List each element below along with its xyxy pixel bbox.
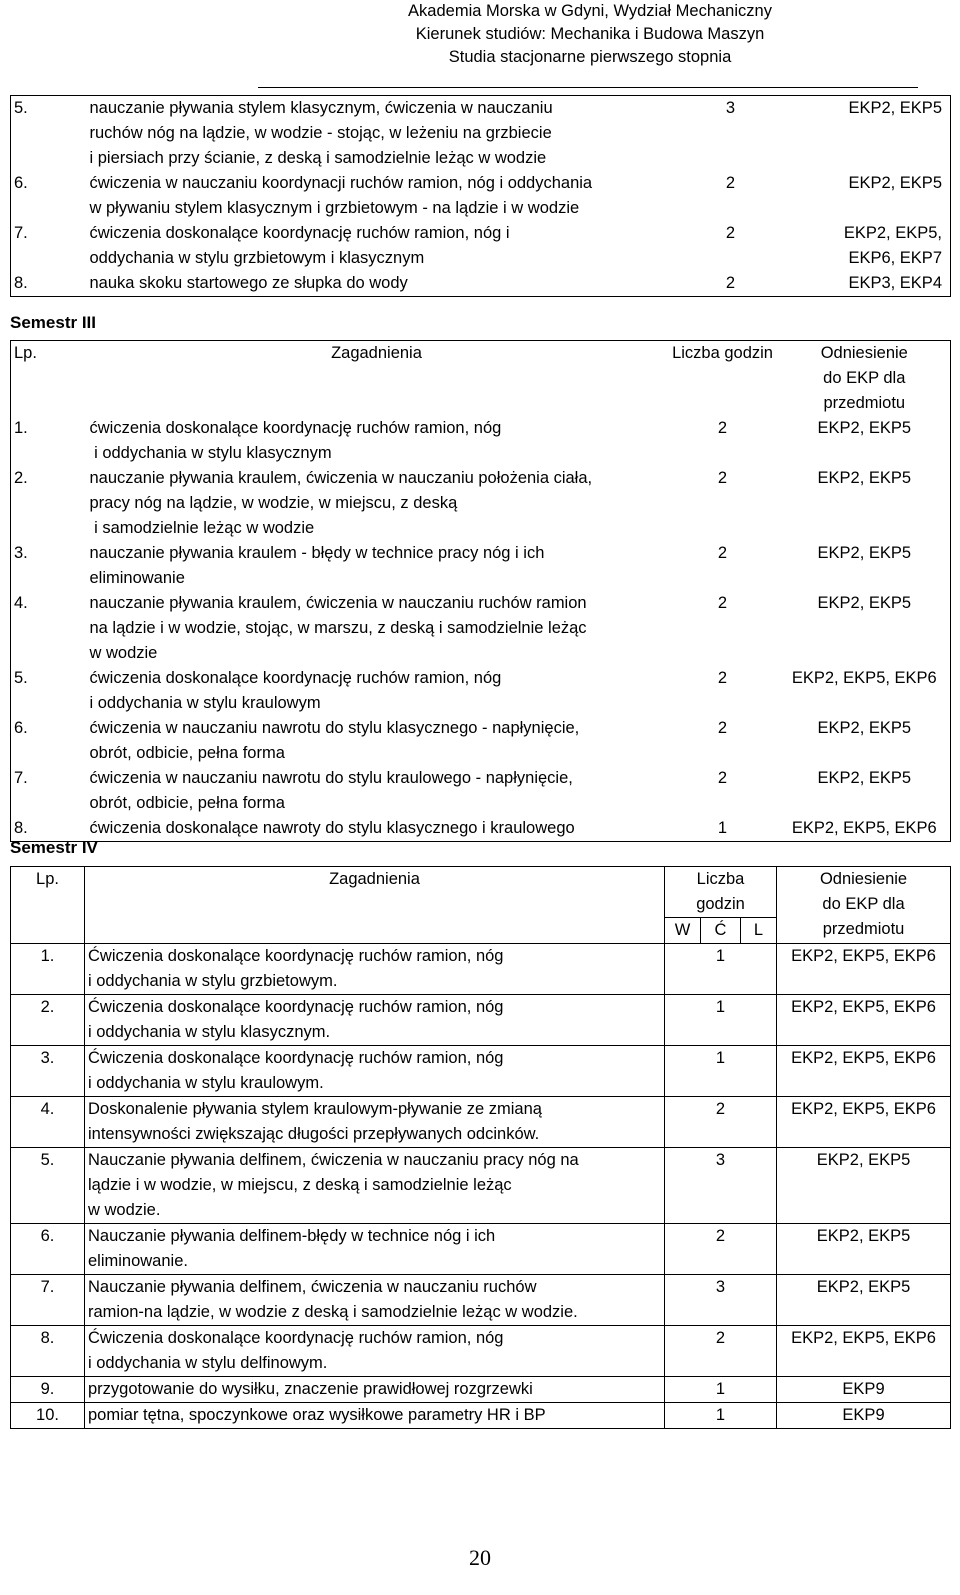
semester-2-table	[10, 95, 951, 297]
table-row	[11, 541, 951, 591]
row-ekp: EKP2, EKP5	[777, 1148, 951, 1224]
row-ekp: EKP3, EKP4	[751, 271, 951, 297]
header-relation: Odniesienie do EKP dla przedmiotu	[777, 867, 951, 944]
header-topic: Zagadnienia	[331, 344, 422, 362]
row-ekp: EKP2, EKP5	[848, 174, 942, 192]
row-topic: ćwiczenia w nauczaniu koordynacji ruchów ramion, nóg i oddychania w pływaniu stylem klasycznym i grzbietowym - na lądzie i w wodzie	[89, 174, 593, 217]
table-row	[11, 1148, 951, 1224]
page-number: 20	[469, 1545, 491, 1570]
row-hours: 2	[725, 224, 736, 242]
table-row	[11, 1224, 951, 1275]
row-lp: 3.	[11, 1046, 85, 1097]
header-relation: Odniesienie do EKP dla przedmiotu	[820, 344, 908, 412]
row-topic: nauka skoku startowego ze słupka do wody	[87, 271, 711, 297]
row-hours: 2	[665, 1224, 777, 1275]
row-lp: 4.	[11, 1097, 85, 1148]
row-lp: 3.	[14, 544, 28, 562]
row-ekp: EKP2, EKP5, EKP6	[777, 1097, 951, 1148]
semester-4-table	[10, 866, 951, 1429]
row-lp: 2.	[14, 469, 28, 487]
row-lp: 5.	[11, 1148, 85, 1224]
row-hours: 1	[665, 995, 777, 1046]
table-row	[11, 96, 951, 172]
row-hours: 2	[665, 1326, 777, 1377]
row-topic: ćwiczenia doskonalące nawroty do stylu klasycznego i kraulowego	[89, 819, 575, 837]
row-topic: nauczanie pływania stylem klasycznym, ćwiczenia w nauczaniu ruchów nóg na lądzie, w wodzie - stojąc, w leżeniu na grzbiecie i piersiach przy ścianie, z deską i samodzielnie leżąc w wodzie	[89, 99, 553, 167]
row-hours: 1	[665, 1046, 777, 1097]
row-ekp: EKP2, EKP5, EKP6	[791, 669, 937, 687]
row-ekp: EKP2, EKP5	[777, 1224, 951, 1275]
row-lp: 1.	[14, 419, 28, 437]
row-hours: 2	[717, 594, 728, 612]
row-lp: 10.	[11, 1403, 85, 1429]
header-lp: Lp.	[11, 867, 85, 944]
row-ekp: EKP2, EKP5, EKP6	[777, 1046, 951, 1097]
row-hours: 3	[665, 1148, 777, 1224]
row-lp: 6.	[14, 174, 28, 192]
table-row	[11, 944, 951, 995]
row-lp: 4.	[14, 594, 28, 612]
table-row	[11, 1377, 951, 1403]
table-row	[11, 716, 951, 766]
row-ekp: EKP2, EKP5	[848, 99, 942, 117]
header-c: Ć	[701, 918, 741, 944]
row-topic: Ćwiczenia doskonalące koordynację ruchów ramion, nóg i oddychania w stylu kraulowym.	[85, 1046, 665, 1097]
row-topic: przygotowanie do wysiłku, znaczenie prawidłowej rozgrzewki	[85, 1377, 665, 1403]
table-row	[11, 1403, 951, 1429]
header-hours: Liczba godzin	[665, 867, 777, 918]
row-topic: nauczanie pływania kraulem, ćwiczenia w nauczaniu ruchów ramion na lądzie i w wodzie, stojąc, w marszu, z deską i samodzielnie leżąc w wodzie	[89, 594, 587, 662]
row-hours: 1	[665, 1403, 777, 1429]
row-hours: 2	[717, 769, 728, 787]
header-hours: Liczba godzin	[672, 344, 773, 362]
row-topic: ćwiczenia doskonalące koordynację ruchów ramion, nóg i oddychania w stylu klasycznym	[89, 419, 502, 462]
row-ekp: EKP2, EKP5, EKP6	[777, 944, 951, 995]
row-hours: 2	[711, 271, 751, 297]
row-lp: 9.	[11, 1377, 85, 1403]
row-ekp: EKP2, EKP5	[817, 594, 912, 612]
document-header	[260, 0, 920, 69]
table-row	[11, 995, 951, 1046]
row-lp: 8.	[14, 819, 28, 837]
row-topic: nauczanie pływania kraulem, ćwiczenia w nauczaniu położenia ciała, pracy nóg na lądzie, w wodzie, w miejscu, z deską i samodzielnie leżąc w wodzie	[89, 469, 593, 537]
row-topic: ćwiczenia doskonalące koordynację ruchów ramion, nóg i oddychania w stylu kraulowym	[89, 669, 502, 712]
row-ekp: EKP2, EKP5	[817, 544, 912, 562]
table-row	[11, 271, 951, 297]
row-ekp: EKP2, EKP5	[817, 469, 912, 487]
row-lp: 7.	[14, 769, 28, 787]
row-topic: Ćwiczenia doskonalące koordynację ruchów ramion, nóg i oddychania w stylu klasycznym.	[85, 995, 665, 1046]
table-row	[11, 1097, 951, 1148]
table-row	[11, 591, 951, 666]
row-topic: Nauczanie pływania delfinem, ćwiczenia w nauczaniu pracy nóg na lądzie i w wodzie, w miejscu, z deską i samodzielnie leżąc w wodzie.	[85, 1148, 665, 1224]
table-row	[11, 816, 951, 842]
row-lp: 8.	[11, 1326, 85, 1377]
row-hours: 2	[717, 669, 728, 687]
row-hours: 2	[717, 719, 728, 737]
row-ekp: EKP2, EKP5	[817, 719, 912, 737]
row-lp: 5.	[14, 99, 28, 117]
row-ekp: EKP2, EKP5, EKP6, EKP7	[843, 224, 942, 267]
row-lp: 5.	[14, 669, 28, 687]
table-row	[11, 466, 951, 541]
table-row	[11, 666, 951, 716]
row-topic: Nauczanie pływania delfinem-błędy w technice nóg i ich eliminowanie.	[85, 1224, 665, 1275]
row-lp: 8.	[11, 271, 87, 297]
table-row	[11, 1326, 951, 1377]
semester-3-table	[10, 340, 951, 842]
row-lp: 7.	[11, 1275, 85, 1326]
table-row	[11, 766, 951, 816]
header-w: W	[665, 918, 701, 944]
row-lp: 6.	[11, 1224, 85, 1275]
header-line-1: Akademia Morska w Gdyni, Wydział Mechaniczny	[408, 2, 772, 20]
row-ekp: EKP2, EKP5	[777, 1275, 951, 1326]
row-hours: 1	[717, 819, 728, 837]
semester-4-label: Semestr IV	[10, 838, 98, 857]
row-lp: 7.	[14, 224, 28, 242]
header-topic: Zagadnienia	[85, 867, 665, 944]
row-ekp: EKP9	[777, 1403, 951, 1429]
row-ekp: EKP2, EKP5	[817, 419, 912, 437]
row-hours: 3	[725, 99, 736, 117]
row-topic: Nauczanie pływania delfinem, ćwiczenia w nauczaniu ruchów ramion-na lądzie, w wodzie z deską i samodzielnie leżąc w wodzie.	[85, 1275, 665, 1326]
row-ekp: EKP2, EKP5	[817, 769, 912, 787]
header-rule	[258, 87, 918, 88]
row-topic: Doskonalenie pływania stylem kraulowym-pływanie ze zmianą intensywności zwiększając długości przepływanych odcinków.	[85, 1097, 665, 1148]
row-topic: ćwiczenia doskonalące koordynację ruchów ramion, nóg i oddychania w stylu grzbietowym i klasycznym	[89, 224, 510, 267]
row-topic: ćwiczenia w nauczaniu nawrotu do stylu klasycznego - napłynięcie, obrót, odbicie, pełna forma	[89, 719, 580, 762]
table-header	[11, 867, 951, 918]
row-hours: 1	[665, 1377, 777, 1403]
table-row	[11, 1046, 951, 1097]
table-row	[11, 416, 951, 466]
row-hours: 2	[665, 1097, 777, 1148]
row-topic: pomiar tętna, spoczynkowe oraz wysiłkowe parametry HR i BP	[85, 1403, 665, 1429]
row-topic: Ćwiczenia doskonalące koordynację ruchów ramion, nóg i oddychania w stylu grzbietowym.	[85, 944, 665, 995]
header-lp: Lp.	[14, 344, 37, 362]
header-line-2: Kierunek studiów: Mechanika i Budowa Maszyn	[415, 25, 765, 43]
row-topic: ćwiczenia w nauczaniu nawrotu do stylu kraulowego - napłynięcie, obrót, odbicie, pełna forma	[89, 769, 573, 812]
table-row	[11, 171, 951, 221]
table-row	[11, 221, 951, 271]
row-lp: 6.	[14, 719, 28, 737]
table-row	[11, 1275, 951, 1326]
row-topic: nauczanie pływania kraulem - błędy w technice pracy nóg i ich eliminowanie	[89, 544, 545, 587]
row-topic: Ćwiczenia doskonalące koordynację ruchów ramion, nóg i oddychania w stylu delfinowym.	[85, 1326, 665, 1377]
row-hours: 2	[717, 469, 728, 487]
semester-3-label: Semestr III	[10, 313, 96, 332]
row-ekp: EKP9	[777, 1377, 951, 1403]
row-ekp: EKP2, EKP5, EKP6	[777, 995, 951, 1046]
row-lp: 2.	[11, 995, 85, 1046]
header-line-3: Studia stacjonarne pierwszego stopnia	[448, 48, 732, 66]
row-ekp: EKP2, EKP5, EKP6	[777, 1326, 951, 1377]
row-hours: 2	[717, 544, 728, 562]
row-hours: 2	[717, 419, 728, 437]
row-hours: 3	[665, 1275, 777, 1326]
row-hours: 1	[665, 944, 777, 995]
table-header	[11, 341, 951, 417]
row-lp: 1.	[11, 944, 85, 995]
row-ekp: EKP2, EKP5, EKP6	[791, 819, 937, 837]
header-l: L	[741, 918, 777, 944]
row-hours: 2	[725, 174, 736, 192]
